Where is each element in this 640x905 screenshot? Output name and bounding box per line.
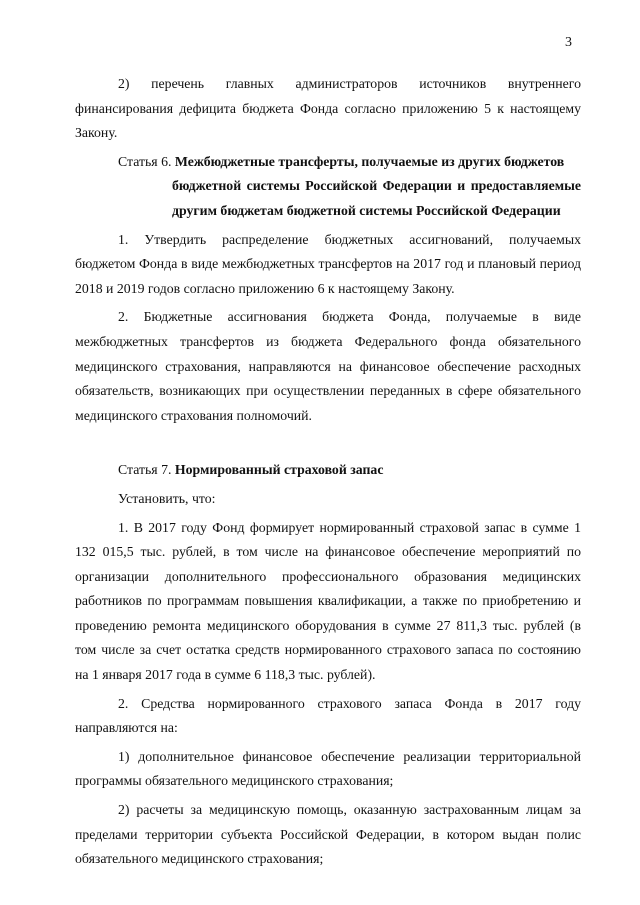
- article-label: Статья 6.: [118, 153, 172, 169]
- page-number: 3: [565, 35, 572, 50]
- paragraph: 1. В 2017 году Фонд формирует нормированный страховой запас в сумме 1 132 015,5 тыс. рублей, в том числе на финансовое обеспечение мероприятий по организации дополнительного профессионального образования медицинских работников по программам повышения квалификации, а также по приобретению и проведению ремонта медицинского оборудования в сумме 27 811,3 тыс. рублей (в том числе за счет остатка средств нормированного страхового запаса по состоянию на 1 января 2017 года в сумме 6 118,3 тыс. рублей).: [75, 519, 581, 683]
- paragraph: 2) перечень главных администраторов источников внутреннего финансирования дефицита бюджета Фонда согласно приложению 5 к настоящему Закону.: [75, 76, 581, 141]
- document-body: [75, 72, 581, 872]
- list-item: 1) дополнительное финансовое обеспечение реализации территориальной программы обязательного медицинского страхования;: [75, 748, 581, 789]
- paragraph: 2. Бюджетные ассигнования бюджета Фонда, получаемые в виде межбюджетных трансфертов из бюджета Федерального фонда обязательного медицинского страхования, направляются на финансовое обеспечение расходных обязательств, возникающих при осуществлении переданных в сфере обязательного медицинского страхования полномочий.: [75, 309, 581, 423]
- article-title: Межбюджетные трансферты, получаемые из других бюджетов: [174, 153, 565, 169]
- article-title: Нормированный страховой запас: [174, 462, 384, 478]
- paragraph: 2. Средства нормированного страхового запаса Фонда в 2017 году направляются на:: [75, 695, 581, 736]
- article-7-heading: [75, 458, 581, 483]
- article-6-heading: [75, 150, 581, 175]
- article-label: Статья 7.: [118, 462, 172, 478]
- paragraph: 1. Утвердить распределение бюджетных ассигнований, получаемых бюджетом Фонда в виде межбюджетных трансфертов на 2017 год и плановый период 2018 и 2019 годов согласно приложению 6 к настоящему Закону.: [75, 231, 581, 296]
- list-item: 2) расчеты за медицинскую помощь, оказанную застрахованным лицам за пределами территории субъекта Российской Федерации, в котором выдан полис обязательного медицинского страхования;: [75, 802, 581, 867]
- article-6-heading-continuation: бюджетной системы Российской Федерации и предоставляемые другим бюджетам бюджетной системы Российской Федерации: [172, 178, 581, 218]
- paragraph: Установить, что:: [118, 490, 216, 506]
